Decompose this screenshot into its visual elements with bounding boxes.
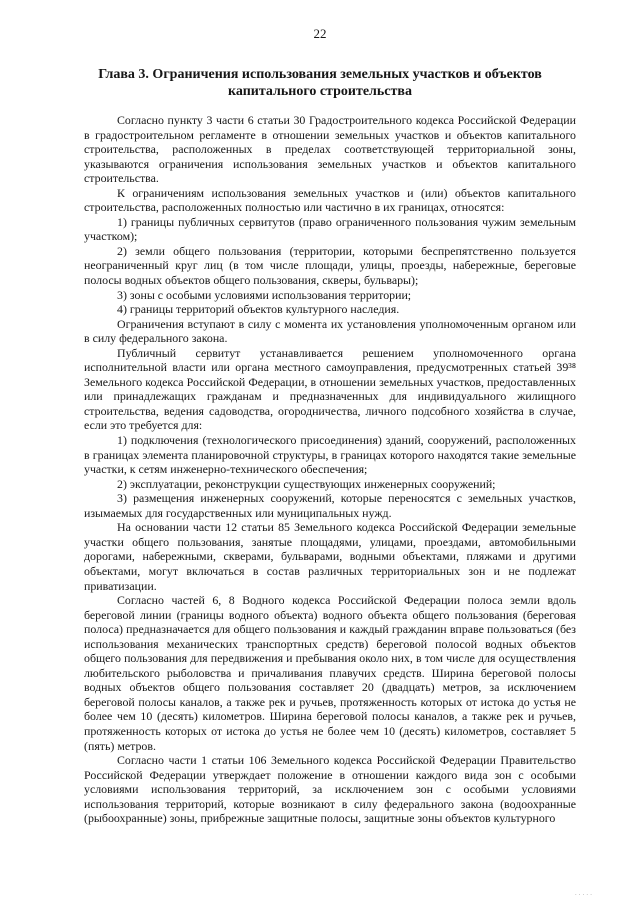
page-number: 22 xyxy=(313,26,327,41)
paragraph: На основании части 12 статьи 85 Земельного кодекса Российской Федерации земельные участки общего пользования, занятые площадями, улицами, проездами, автомобильными дорогами, набережными, скверами, бульварами, водными объектами, пляжами и другими объектами, могут включаться в состав различных территориальных зон и не подлежат приватизации. xyxy=(84,520,576,593)
list-item: 3) размещения инженерных сооружений, которые переносятся с земельных участков, изымаемых для государственных или муниципальных нужд. xyxy=(84,491,576,520)
list-item: 3) зоны с особыми условиями использования территории; xyxy=(117,287,412,302)
list-item: 4) границы территорий объектов культурного наследия. xyxy=(117,302,400,317)
list-item: 1) границы публичных сервитутов (право ограниченного пользования чужим земельным участком); xyxy=(84,214,576,244)
paragraph: Публичный сервитут устанавливается решением уполномоченного органа исполнительной власти или органа местного самоуправления, предусмотренных статьей 39³⁸ Земельного кодекса Российской Федерации, в отношении земельных участков, предоставленных или принадлежащих гражданам и предназначенных для индивидуального жилищного строительства, ведения садоводства, огородничества, личного подсобного хозяйства в случае, если это требуется для: xyxy=(84,345,576,433)
list-item: 1) подключения (технологического присоединения) зданий, сооружений, расположенных в границах элемента планировочной структуры, в границах которого находятся такие земельные участки, к сетям инженерно-технического обеспечения; xyxy=(84,433,576,477)
paragraph: Ограничения вступают в силу с момента их установления уполномоченным органом или в силу федерального закона. xyxy=(84,316,576,346)
document-body xyxy=(84,113,576,826)
paragraph: Согласно пункту 3 части 6 статьи 30 Градостроительного кодекса Российской Федерации в градостроительном регламенте в отношении земельных участков и объектов капитального строительства, расположенных в пределах соответствующей территориальной зоны, указываются ограничения использования земельных участков и объектов капитального строительства. xyxy=(84,113,576,186)
paragraph: К ограничениям использования земельных участков и (или) объектов капитального строительства, расположенных полностью или частично в их границах, относятся: xyxy=(84,185,576,215)
chapter-title: Глава 3. Ограничения использования земельных участков и объектов капитального строительства xyxy=(98,67,542,99)
scan-artifact: · · · · · xyxy=(574,892,592,899)
list-item: 2) эксплуатации, реконструкции существующих инженерных сооружений; xyxy=(117,476,496,491)
paragraph: Согласно части 1 статьи 106 Земельного кодекса Российской Федерации Правительство Российской Федерации утверждает положение в отношении каждого вида зон с особыми условиями использования территорий, за исключением зон с особыми условиями использования территорий, которые возникают в силу федерального закона (водоохранные (рыбоохранные) зоны, прибрежные защитные полосы, защитные зоны объектов культурного xyxy=(84,753,576,826)
list-item: 2) земли общего пользования (территории, которыми беспрепятственно пользуется неограниченный круг лиц (в том числе площади, улицы, проезды, набережные, береговые полосы водных объектов общего пользования, скверы, бульвары); xyxy=(84,243,576,288)
paragraph: Согласно частей 6, 8 Водного кодекса Российской Федерации полоса земли вдоль береговой линии (границы водного объекта) водного объекта общего пользования (береговая полоса) предназначается для общего пользования и каждый гражданин вправе пользоваться (без использования механических транспортных средств) береговой полосой водных объектов общего пользования для передвижения и пребывания около них, в том числе для осуществления любительского рыболовства и причаливания плавучих средств. Ширина береговой полосы водных объектов общего пользования составляет 20 (двадцать) метров, за исключением береговой полосы каналов, а также рек и ручьев, протяженность которых от истока до устья не более чем 10 (десять) километров. Ширина береговой полосы каналов, а также рек и ручьев, протяженность которых от истока до устья не более чем 10 (десять) километров, составляет 5 (пять) метров. xyxy=(84,593,576,753)
